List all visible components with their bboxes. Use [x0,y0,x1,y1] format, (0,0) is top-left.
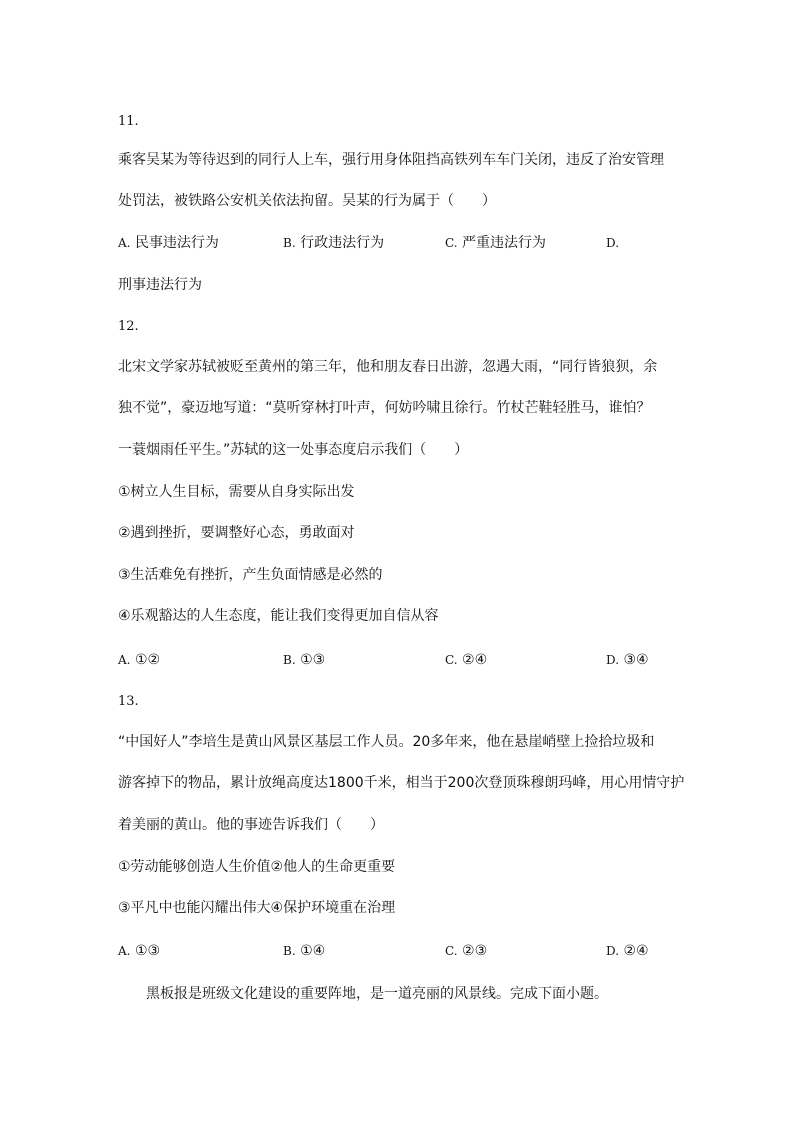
question-13-number: 13. [118,694,139,709]
option-letter: C. [445,944,458,958]
option-text: 民事违法行为 [134,235,219,251]
question-12-option-c [445,651,487,669]
question-12-stem-line-1: 北宋文学家苏轼被贬至黄州的第三年，他和朋友春日出游，忽遇大雨，“同行皆狼狈，余 [118,359,658,375]
question-13-stem-line-2: 游客掉下的物品，累计放绳高度达1800千米，相当于200次登顶珠穆朗玛峰，用心用情守护 [118,775,685,791]
question-11-stem-line-1: 乘客吴某为等待迟到的同行人上车，强行用身体阻挡高铁列车车门关闭，违反了治安管理 [118,152,664,168]
question-12-stem-line-3: 一蓑烟雨任平生。”苏轼的这一处事态度启示我们（ ） [118,442,469,458]
question-13-statement-2: ③平凡中也能闪耀出伟大④保护环境重在治理 [118,900,396,916]
option-letter: A. [118,653,131,667]
question-13-stem-line-3: 着美丽的黄山。他的事迹告诉我们（ ） [118,817,384,833]
option-letter: C. [445,236,458,250]
question-12-statement-3: ③生活难免有挫折，产生负面情感是必然的 [118,567,383,583]
question-12-number: 12. [118,319,139,334]
question-12-statement-2: ②遇到挫折，要调整好心态，勇敢面对 [118,525,355,541]
question-11-number: 11. [118,114,139,129]
option-text: 严重违法行为 [462,235,547,251]
question-13-statement-1: ①劳动能够创造人生价值②他人的生命更重要 [118,859,396,875]
option-letter: A. [118,944,131,958]
option-text: ①③ [134,943,161,959]
question-13-option-b [283,942,325,960]
question-13-stem-line-1: “中国好人”李培生是黄山风景区基层工作人员。20多年来，他在悬崖峭壁上捡拾垃圾和 [118,734,655,750]
question-13-option-c [445,942,487,960]
option-letter: B. [283,944,296,958]
option-letter: D. [606,944,620,958]
option-text: 行政违法行为 [300,235,385,251]
question-11-option-d [606,234,619,252]
question-13-option-d [606,942,649,960]
option-text: ①③ [300,652,326,668]
option-letter: B. [283,236,296,250]
option-text: ①② [134,652,161,668]
question-12-statement-1: ①树立人生目标，需要从自身实际出发 [118,484,355,500]
question-11-option-b [283,234,384,252]
question-11-option-a [118,234,219,252]
question-12-option-d [606,651,649,669]
option-letter: A. [118,236,131,250]
option-letter: D. [606,653,620,667]
question-12-statement-4: ④乐观豁达的人生态度，能让我们变得更加自信从容 [118,608,439,624]
option-letter: D. [606,236,620,250]
question-11-stem-line-2: 处罚法，被铁路公安机关依法拘留。吴某的行为属于（ ） [118,193,496,209]
option-text: ②④ [462,652,488,668]
option-text: ①④ [300,943,326,959]
question-12-option-a [118,651,160,669]
option-letter: B. [283,653,296,667]
question-12-stem-line-2: 独不觉”，豪迈地写道：“莫听穿林打叶声，何妨吟啸且徐行。竹杖芒鞋轻胜马，谁怕？ [118,400,651,416]
question-11-option-d-text: 刑事违法行为 [118,277,202,293]
question-12-option-b [283,651,325,669]
option-text: ③④ [623,652,649,668]
option-text: ②④ [623,943,649,959]
question-11-option-c [445,234,546,252]
option-text: ②③ [462,943,488,959]
section-intro: 黑板报是班级文化建设的重要阵地，是一道亮丽的风景线。完成下面小题。 [146,986,608,1002]
question-13-option-a [118,942,160,960]
option-letter: C. [445,653,458,667]
